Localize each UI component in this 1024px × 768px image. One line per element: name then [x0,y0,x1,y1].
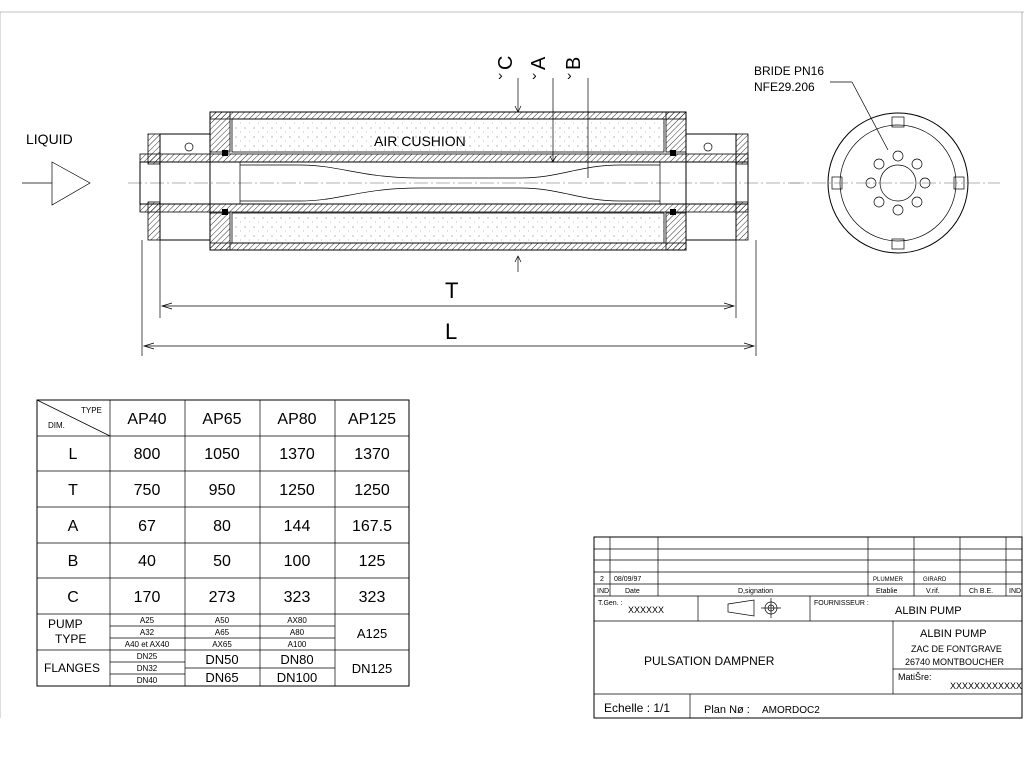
table-cell: 100 [283,553,311,570]
pump-type-cell: A125 [356,626,388,641]
table-cell: 1370 [354,446,390,463]
corner-type-label: TYPE [81,406,102,415]
drawing-title: PULSATION DAMPNER [644,654,775,668]
air-cushion-lower [232,213,664,243]
table-cell: 750 [133,482,161,499]
hdr-chbe: Ch B.E. [969,588,994,595]
plan-label: Plan Nø : [704,704,750,716]
rev-date: 08/09/97 [614,576,642,583]
table-cell: 1250 [354,482,390,499]
hdr-designation: D,signation [738,588,774,595]
section-label-c: C [495,55,517,70]
section-label-a: A [528,56,550,70]
company-address-2: 26740 MONTBOUCHER [905,657,1005,667]
fournisseur-value: ALBIN PUMP [895,605,962,617]
flange-cell: DN125 [351,661,393,676]
matiere-value: XXXXXXXXXXXX [950,681,1023,691]
row-dim-label: B [67,553,79,570]
table-cell: 323 [283,589,311,606]
dim-t-label: T [445,278,459,303]
model-header: AP65 [202,411,242,428]
flanges-label: FLANGES [44,661,101,675]
dim-l-label: L [445,319,458,344]
hdr-etablie: Etablie [876,588,898,595]
flange-end-view [790,82,1000,253]
pump-type-cell: A32 [139,628,155,637]
table-cell: 170 [133,589,161,606]
table-cell: 950 [208,482,236,499]
table-cell: 50 [213,553,231,570]
tgen-label: T.Gen. : [598,600,623,607]
hdr-verif: V.rif. [926,588,940,595]
hdr-date: Date [625,588,640,595]
dimensions-table [37,400,409,686]
hdr-ind: IND [597,588,610,595]
bride-label: BRIDE PN16 [754,64,825,78]
table-cell: 1050 [204,446,240,463]
table-cell: 1250 [279,482,315,499]
table-cell: 323 [358,589,386,606]
rev-ind: 2 [600,576,604,583]
norm-label: NFE29.206 [754,80,815,94]
plan-value: AMORDOC2 [762,705,820,716]
pump-type-label: TYPE [55,632,87,646]
flange-cell: DN32 [136,664,158,673]
svg-text:›: › [532,67,537,83]
flange-cell: DN80 [280,652,314,667]
model-header: AP80 [277,411,317,428]
pump-type-cell: A25 [139,616,155,625]
pump-type-cell: A40 et AX40 [124,640,170,649]
rev-plummer: PLUMMER [873,577,904,583]
hdr-ind2: IND [1009,588,1022,595]
model-header: AP125 [347,411,397,428]
pump-type-cell: AX65 [212,640,232,649]
corner-dim-label: DIM. [48,421,65,430]
liquid-flow-arrow-icon [22,162,90,205]
table-cell: 167.5 [351,518,393,535]
liquid-label: LIQUID [26,131,73,147]
matiere-label: MatiŠre: [898,672,932,682]
pump-type-cell: A50 [214,616,230,625]
flange-cell: DN50 [205,652,239,667]
section-label-b: B [563,56,585,70]
svg-text:›: › [498,67,503,83]
scale-label: Echelle : 1/1 [604,701,671,715]
pump-type-cell: A100 [287,640,307,649]
pump-type-label: PUMP [48,617,83,631]
table-cell: 80 [213,518,231,535]
flange-cell: DN25 [136,652,158,661]
table-cell: 144 [283,518,311,535]
row-dim-label: C [67,589,79,606]
table-cell: 800 [133,446,161,463]
air-cushion-label: AIR CUSHION [374,133,466,149]
company-name: ALBIN PUMP [920,628,987,640]
table-cell: 273 [208,589,236,606]
row-dim-label: T [68,482,78,499]
flange-cell: DN65 [205,670,239,685]
rev-girard: GIRARD [923,577,947,583]
pump-type-cell: AX80 [287,616,307,625]
row-dim-label: A [67,518,79,535]
projection-symbol-icon [728,598,781,618]
svg-text:›: › [567,67,572,83]
flange-cell: DN40 [136,676,158,685]
pump-type-cell: A65 [214,628,230,637]
pump-type-cell: A80 [289,628,305,637]
model-header: AP40 [127,411,167,428]
table-cell: 1370 [279,446,315,463]
fournisseur-label: FOURNISSEUR : [814,600,869,607]
tgen-value: XXXXXX [628,605,665,615]
damper-section-view [22,56,800,356]
table-cell: 67 [138,518,156,535]
flange-cell: DN100 [276,670,318,685]
table-cell: 125 [358,553,386,570]
row-dim-label: L [68,446,78,463]
table-cell: 40 [138,553,156,570]
company-address-1: ZAC DE FONTGRAVE [911,644,1002,654]
